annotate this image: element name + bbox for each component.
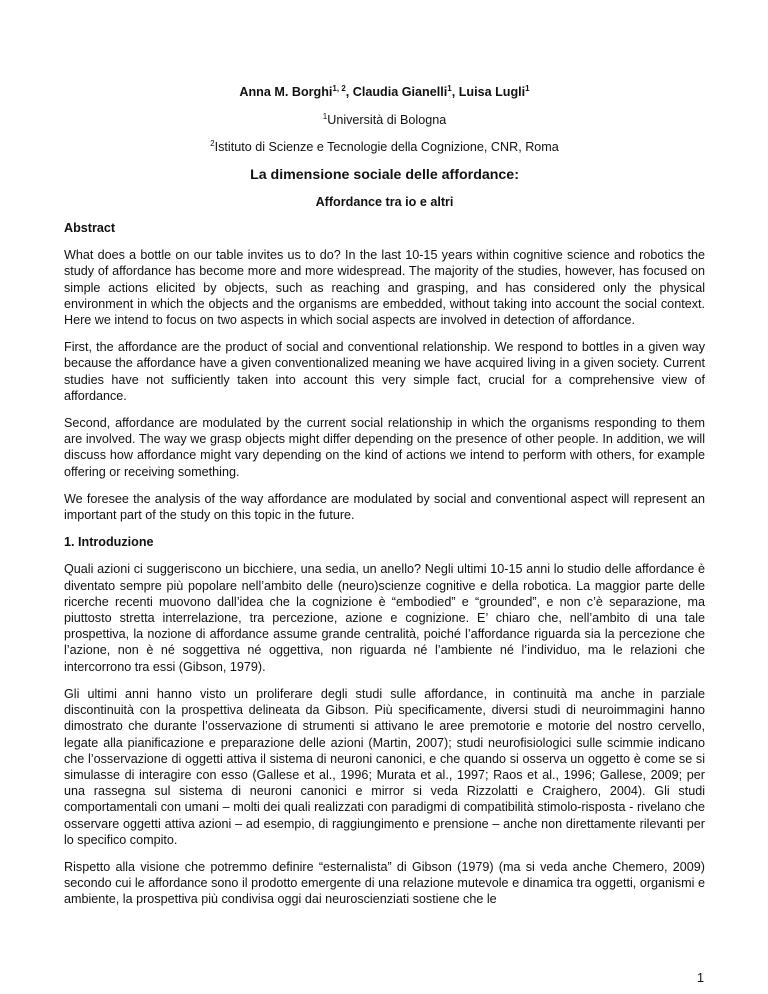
affiliation	[64, 139, 705, 155]
affil-mark: 1	[322, 112, 328, 122]
body-paragraph: Quali azioni ci suggeriscono un bicchiere, una sedia, un anello? Negli ultimi 10-15 anni lo studio delle affordance è diventato sempre più popolare nell’ambito delle (neuro)scienze cognitive e della robotica. La maggior parte delle ricerche recenti muovono dall’idea che la cognizione è “embodied” e “grounded”, e non c’è separazione, ma piuttosto stretta interrelazione, tra percezione, azione e cognizione. E’ chiaro che, nell’ambito di una tale prospettiva, la nozione di affordance assume grande centralità, poiché l’affordance riguarda sia la percezione che l’azione, non è né soggettiva né oggettiva, non riguarda né l’ambiente né l’individuo, ma le relazioni che intercorrono tra essi (Gibson, 1979).	[64, 562, 705, 674]
section-heading: 1. Introduzione	[64, 535, 154, 550]
affiliation	[64, 112, 705, 128]
page-content	[64, 84, 705, 908]
author-name: Anna M. Borghi	[239, 85, 333, 99]
author-name: Claudia Gianelli	[352, 85, 448, 99]
abstract-paragraph: What does a bottle on our table invites us to do? In the last 10-15 years within cognitive science and robotics the study of affordance has become more and more widespread. The majority of the studies, however, has focused on simple actions elicited by objects, such as reaching and grasping, and has considered only the physical environment in which the objects and the organisms are embedded, without taking into account the social context. Here we intend to focus on two aspects in which social aspects are involved in detection of affordance.	[64, 248, 705, 328]
affil-text: Istituto di Scienze e Tecnologie della Cognizione, CNR, Roma	[214, 140, 559, 155]
affil-mark: 2	[210, 139, 215, 149]
author-name: Luisa Lugli	[458, 85, 526, 99]
author-affil-mark: 1	[525, 83, 530, 93]
author-affil-mark: 1, 2	[332, 83, 346, 93]
body-paragraph: Rispetto alla visione che potremmo definire “esternalista” di Gibson (1979) (ma si veda anche Chemero, 2009) secondo cui le affordance sono il prodotto emergente di una relazione mutevole e dinamica tra oggetti, organismi e ambiente, la prospettiva più condivisa oggi dai neuroscienziati sostiene che le	[64, 859, 705, 907]
author-affil-mark: 1	[447, 83, 452, 93]
paper-subtitle: Affordance tra io e altri	[315, 194, 454, 209]
abstract-paragraph: Second, affordance are modulated by the current social relationship in which the organisms responding to them are involved. The way we grasp objects might differ depending on the presence of other people. In addition, we will discuss how affordance might vary depending on the kind of actions we intend to perform with others, for example offering or receiving something.	[64, 416, 705, 479]
abstract-paragraph: We foresee the analysis of the way affordance are modulated by social and conventional aspect will represent an important part of the study on this topic in the future.	[64, 491, 705, 523]
page-number: 1	[696, 971, 704, 985]
body-paragraph: Gli ultimi anni hanno visto un proliferare degli studi sulle affordance, in continuità ma anche in parziale discontinuità con la prospettiva delineata da Gibson. Più specificamente, diversi studi di neuroimmagini hanno dimostrato che durante l’osservazione di strumenti si attivano le aree premotorie e motorie del nostro cervello, legate alla pianificazione e preparazione delle azioni (Martin, 2007); studi neurofisiologici sulle scimmie indicano che l’osservazione di oggetti attiva il sistema di neuroni canonici, e che quando si osserva un oggetto è come se si simulasse di interagire con esso (Gallese et al., 1996; Murata et al., 1997; Raos et al., 1996; Gallese, 2009; per una rassegna sul sistema di neuroni canonici e mirror si veda Rizzolatti e Craighero, 2004). Gli studi comportamentali con umani – molti dei quali realizzati con paradigmi di compatibilità stimolo-risposta - rivelano che osservare oggetti attiva azioni – ad esempio, di raggiungimento e prensione – anche non direttamente rilevanti per lo specifico compito.	[64, 686, 705, 847]
affil-text: Università di Bologna	[327, 113, 447, 128]
author-line: Anna M. Borghi$^{1, 2}$, Claudia Gianelli$^1$, Luisa Lugli$^1$	[239, 83, 530, 99]
abstract-paragraph: First, the affordance are the product of social and conventional relationship. We respond to bottles in a given way because the affordance have a given conventionalized meaning we have acquired living in a given society. Current studies have not sufficiently taken into account this very simple fact, crucial for a comprehensive view of affordance.	[64, 340, 705, 403]
paper-title: La dimensione sociale delle affordance:	[250, 166, 519, 183]
abstract-heading: Abstract	[64, 221, 116, 236]
